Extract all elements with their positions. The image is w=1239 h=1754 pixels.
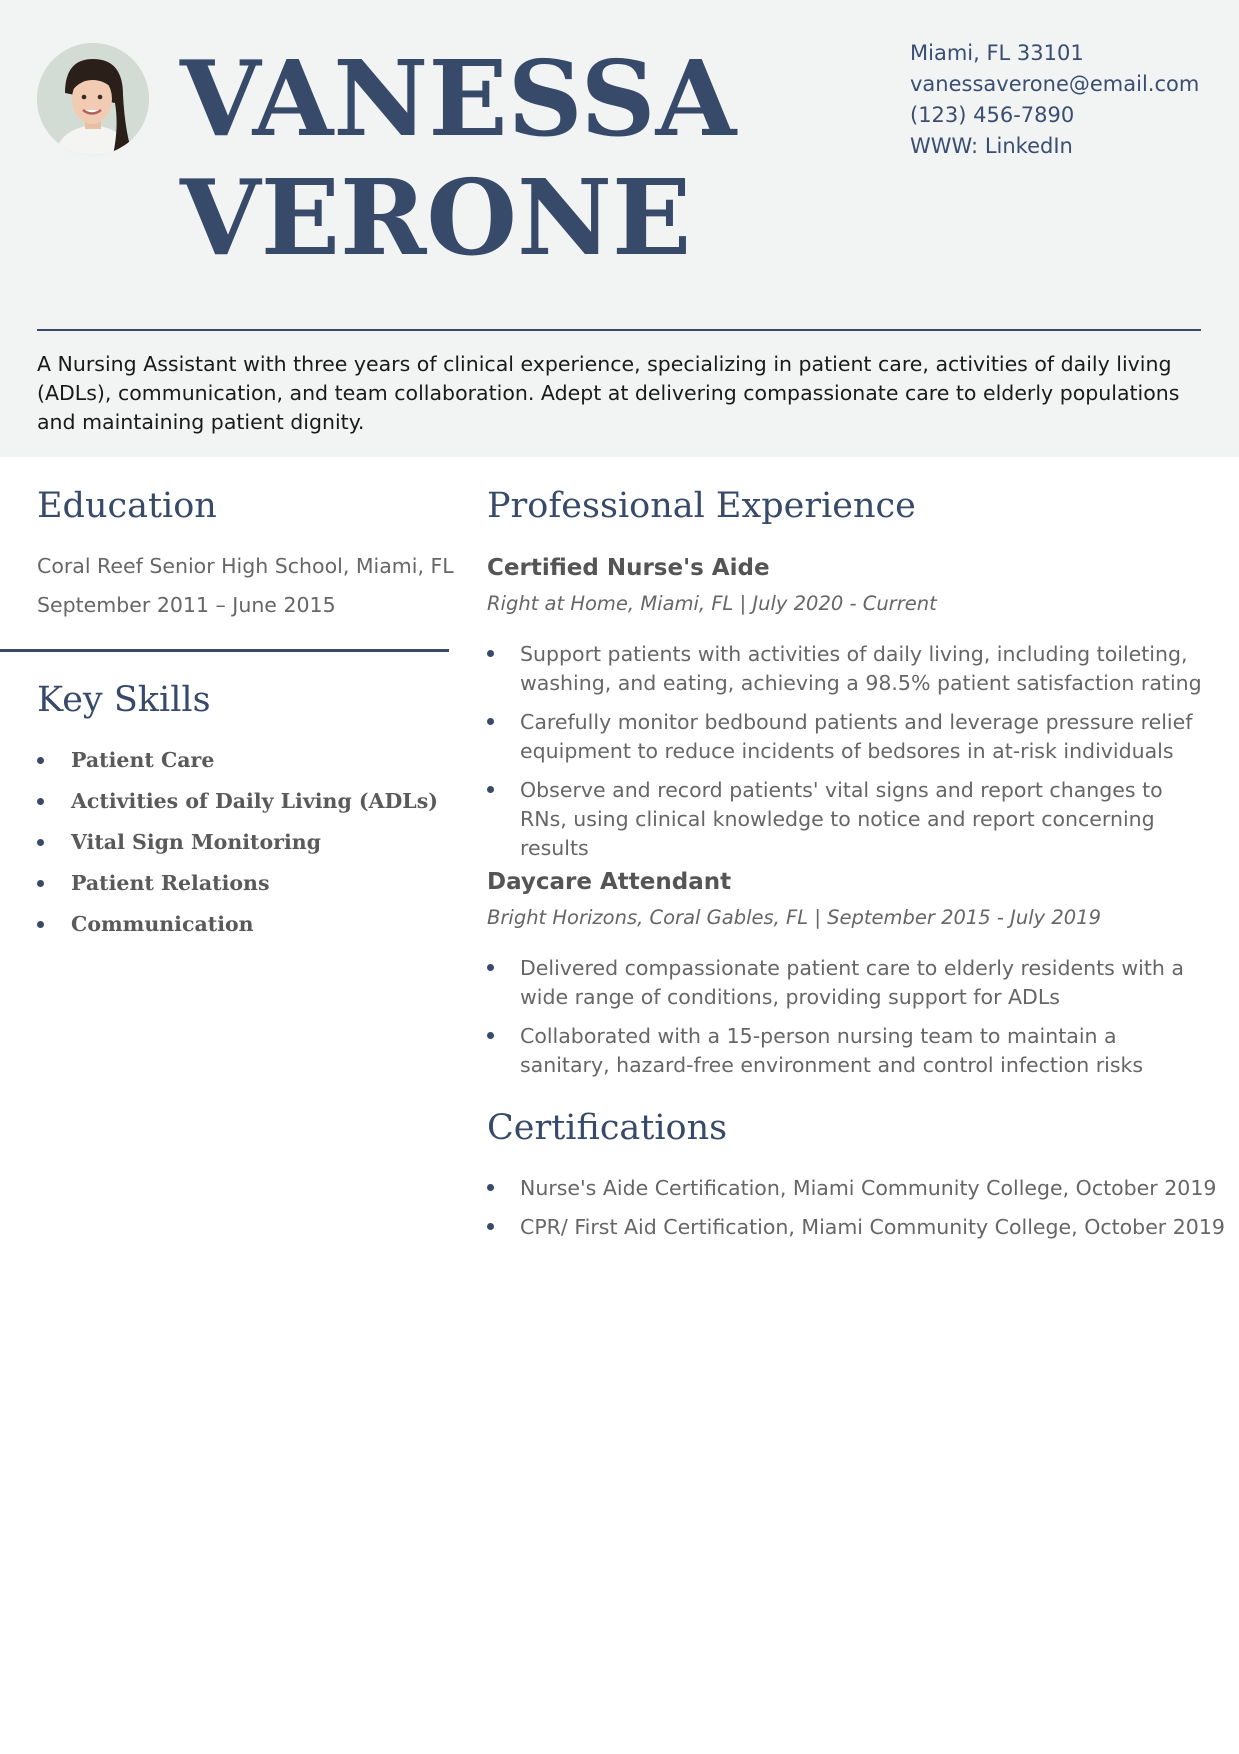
header-band bbox=[0, 0, 1239, 457]
certification-text: Nurse's Aide Certification, Miami Community College, October 2019 bbox=[520, 1176, 1217, 1200]
bullet-icon bbox=[37, 798, 44, 805]
bullet-text: Delivered compassionate patient care to elderly residents with a wide range of conditions, providing support for ADLs bbox=[520, 956, 1184, 1009]
bullet-icon bbox=[487, 786, 494, 793]
bullet-text: Carefully monitor bedbound patients and leverage pressure relief equipment to reduce incidents of bedsores in at-risk individuals bbox=[520, 710, 1193, 763]
job-meta: Right at Home, Miami, FL | July 2020 - Current bbox=[487, 592, 937, 615]
job-bullets bbox=[487, 640, 1207, 873]
education-school: Coral Reef Senior High School, Miami, FL bbox=[37, 554, 454, 578]
job-bullets bbox=[487, 954, 1207, 1090]
education-heading: Education bbox=[37, 486, 217, 526]
skill-label: Communication bbox=[71, 912, 254, 936]
list-item bbox=[487, 1213, 1225, 1242]
certification-text: CPR/ First Aid Certification, Miami Community College, October 2019 bbox=[520, 1215, 1225, 1239]
list-item bbox=[487, 708, 1207, 766]
bullet-icon bbox=[487, 650, 494, 657]
name-first: VANESSA bbox=[180, 37, 737, 160]
list-item bbox=[487, 640, 1207, 698]
bullet-icon bbox=[487, 1184, 494, 1191]
job-title: Daycare Attendant bbox=[487, 869, 732, 895]
avatar-portrait-icon bbox=[37, 43, 149, 155]
list-item bbox=[487, 776, 1207, 863]
bullet-icon bbox=[487, 718, 494, 725]
bullet-icon bbox=[487, 1223, 494, 1230]
summary-text: A Nursing Assistant with three years of clinical experience, specializing in patient care, activities of daily living (ADLs), communication, and team collaboration. Adept at delivering compassionate care to elderly populations and maintaining patient dignity. bbox=[37, 352, 1180, 434]
header-divider bbox=[37, 329, 1201, 331]
certifications-list bbox=[487, 1174, 1225, 1252]
contact-location: Miami, FL 33101 bbox=[910, 41, 1084, 65]
list-item bbox=[37, 784, 438, 825]
education-dates: September 2011 – June 2015 bbox=[37, 593, 336, 617]
profile-photo bbox=[37, 43, 149, 155]
skill-label: Patient Relations bbox=[71, 871, 270, 895]
job-title: Certified Nurse's Aide bbox=[487, 555, 770, 581]
bullet-text: Support patients with activities of daily living, including toileting, washing, and eating, achieving a 98.5% patient satisfaction rating bbox=[520, 642, 1202, 695]
list-item bbox=[37, 743, 438, 784]
left-divider bbox=[0, 649, 449, 652]
contact-website[interactable]: WWW: LinkedIn bbox=[910, 134, 1073, 158]
skill-label: Activities of Daily Living (ADLs) bbox=[71, 789, 438, 813]
job-meta: Bright Horizons, Coral Gables, FL | September 2015 - July 2019 bbox=[487, 906, 1102, 929]
bullet-text: Observe and record patients' vital signs and report changes to RNs, using clinical knowledge to notice and report concerning results bbox=[520, 778, 1163, 860]
list-item bbox=[37, 907, 438, 948]
skill-label: Patient Care bbox=[71, 748, 215, 772]
contact-email[interactable]: vanessaverone@email.com bbox=[910, 72, 1200, 96]
bullet-icon bbox=[37, 921, 44, 928]
bullet-icon bbox=[37, 880, 44, 887]
bullet-text: Collaborated with a 15-person nursing team to maintain a sanitary, hazard-free environment and control infection risks bbox=[520, 1024, 1144, 1077]
bullet-icon bbox=[487, 1032, 494, 1039]
contact-phone: (123) 456-7890 bbox=[910, 103, 1075, 127]
list-item bbox=[487, 1174, 1217, 1203]
list-item bbox=[487, 1022, 1207, 1080]
skills-heading: Key Skills bbox=[37, 680, 211, 720]
bullet-icon bbox=[37, 757, 44, 764]
experience-heading: Professional Experience bbox=[487, 486, 916, 526]
skills-list bbox=[37, 743, 438, 948]
certifications-heading: Certifications bbox=[487, 1108, 728, 1148]
contact-block bbox=[910, 38, 1199, 162]
list-item bbox=[487, 954, 1207, 1012]
bullet-icon bbox=[37, 839, 44, 846]
name-last: VERONE bbox=[180, 156, 692, 279]
list-item bbox=[37, 866, 438, 907]
list-item bbox=[37, 825, 438, 866]
skill-label: Vital Sign Monitoring bbox=[71, 830, 322, 854]
bullet-icon bbox=[487, 964, 494, 971]
